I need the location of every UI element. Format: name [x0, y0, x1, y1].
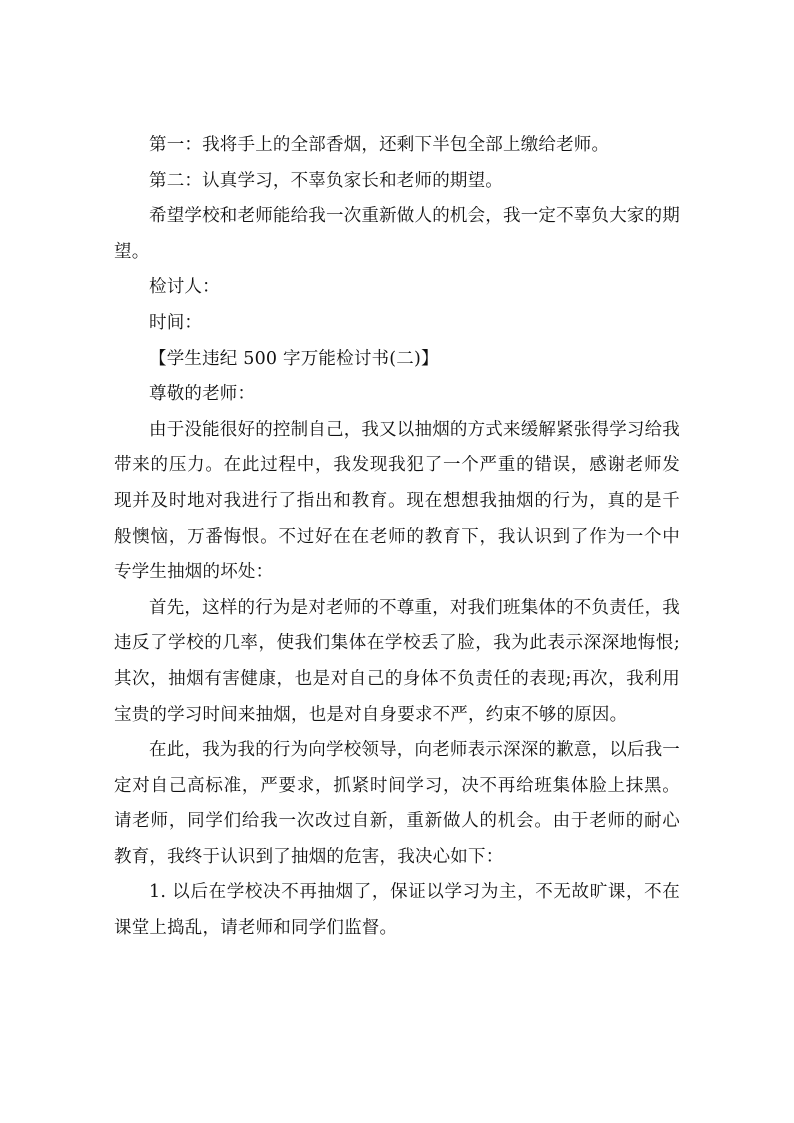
paragraph-resolution-1: 1. 以后在学校决不再抽烟了，保证以学习为主，不无故旷课，不在课堂上捣乱，请老师和同学们监督。: [114, 882, 680, 939]
paragraph-second-point: 第二：认真学习，不辜负家长和老师的期望。: [149, 170, 503, 191]
section-title: 【学生违纪 500 字万能检讨书(二)】: [149, 348, 439, 369]
date-line: 时间：: [149, 312, 203, 333]
paragraph-hope: 希望学校和老师能给我一次重新做人的机会，我一定不辜负大家的期望。: [114, 206, 680, 262]
paragraph-reason: 由于没能很好的控制自己，我又以抽烟的方式来缓解紧张得学习给我带来的压力。在此过程中，我发现我犯了一个严重的错误，感谢老师发现并及时地对我进行了指出和教育。现在想想我抽烟的行为，真的是千般懊恼，万番悔恨。不过好在在老师的教育下，我认识到了作为一个中专学生抽烟的坏处：: [114, 419, 680, 583]
salutation: 尊敬的老师：: [149, 384, 256, 405]
paragraph-harms: 首先，这样的行为是对老师的不尊重，对我们班集体的不负责任，我违反了学校的几率，使我们集体在学校丢了脸，我为此表示深深地悔恨;其次，抽烟有害健康，也是对自己的身体不负责任的表现;再次，我利用宝贵的学习时间来抽烟，也是对自身要求不严，约束不够的原因。: [114, 597, 680, 725]
document-body: [114, 128, 680, 947]
signature-line: 检讨人：: [149, 277, 220, 298]
paragraph-apology: 在此，我为我的行为向学校领导，向老师表示深深的歉意，以后我一定对自己高标准，严要求，抓紧时间学习，决不再给班集体脸上抹黑。请老师，同学们给我一次改过自新，重新做人的机会。由于老师的耐心教育，我终于认识到了抽烟的危害，我决心如下：: [114, 740, 680, 867]
paragraph-first-point: 第一：我将手上的全部香烟，还剩下半包全部上缴给老师。: [149, 135, 610, 155]
